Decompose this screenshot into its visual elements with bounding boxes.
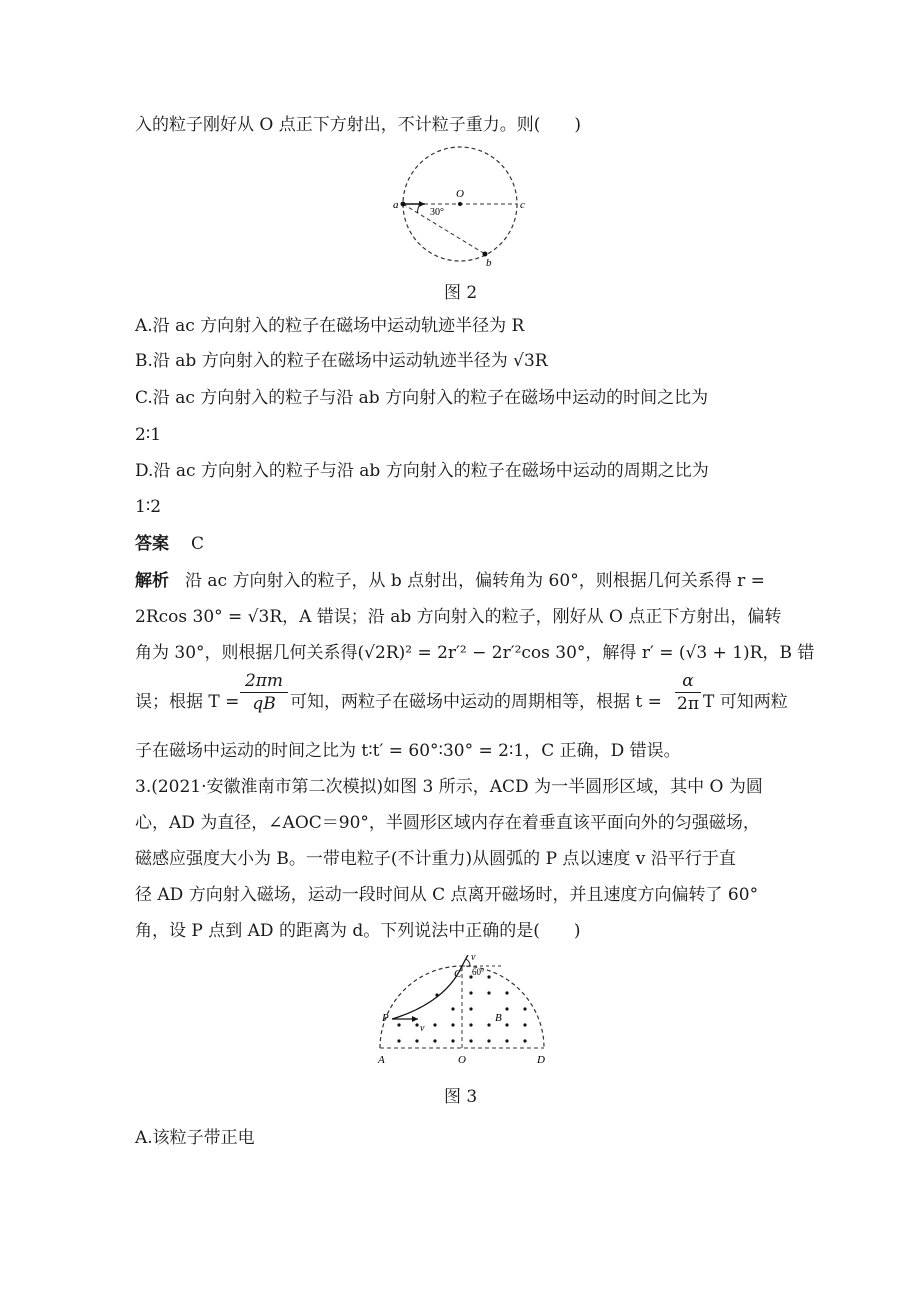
text-line: 入的粒子刚好从 O 点正下方射出，不计粒子重力。则( )	[135, 115, 582, 135]
point-o	[458, 202, 462, 206]
analysis-text: 可知，两粒子在磁场中运动的周期相等，根据 t =	[290, 692, 662, 712]
option-c-cont: 2∶1	[135, 425, 162, 445]
option-c: C.沿 ac 方向射入的粒子与沿 ab 方向射入的粒子在磁场中运动的时间之比为	[135, 388, 709, 408]
label-a: A	[378, 1054, 385, 1066]
analysis-line: 角为 30°，则根据几何关系得(√2R)² = 2r′² − 2r′²cos 30°，解得 r′ = (√3 + 1)R，B 错	[135, 643, 815, 663]
semicircle-boundary	[380, 966, 544, 1048]
label-d: D	[537, 1054, 545, 1066]
angle-label: 30°	[430, 207, 444, 218]
answer-label: 答案	[135, 534, 169, 554]
question-3-line: 径 AD 方向射入磁场，运动一段时间从 C 点离开磁场时，并且速度方向偏转了 60°	[135, 885, 759, 905]
figure-2-caption: 图 2	[444, 283, 478, 303]
analysis-line-fractions: 误；根据 T =	[135, 692, 240, 712]
angle-arc	[417, 204, 420, 213]
question-3-line: 磁感应强度大小为 B。一带电粒子(不计重力)从圆弧的 P 点以速度 v 沿平行于直	[135, 849, 736, 869]
question-3-line: 3.(2021·安徽淮南市第二次模拟)如图 3 所示，ACD 为一半圆形区域，其中 O 为圆	[135, 777, 763, 797]
answer-value: C	[191, 534, 205, 554]
label-v-top: v	[471, 955, 476, 963]
analysis-line	[135, 569, 765, 593]
answer-line	[135, 532, 204, 556]
figure-2-diagram	[390, 142, 540, 272]
analysis-line: 子在磁场中运动的时间之比为 t∶t′ = 60°∶30° = 2∶1，C 正确，D 错误。	[135, 741, 681, 761]
label-o: O	[458, 1054, 466, 1066]
figure-3-caption: 图 3	[444, 1087, 478, 1107]
label-c: c	[520, 199, 525, 211]
fraction-numerator: 2πm	[244, 671, 284, 691]
fraction-period	[240, 671, 288, 714]
option-d-cont: 1∶2	[135, 497, 162, 517]
point-b	[483, 252, 488, 257]
label-o: O	[456, 188, 464, 200]
angle-arc	[466, 959, 470, 966]
fraction-denominator: qB	[252, 694, 276, 714]
option-b: B.沿 ab 方向射入的粒子在磁场中运动轨迹半径为 √3R	[135, 351, 548, 371]
question-3-line: 心，AD 为直径，∠AOC＝90°，半圆形区域内存在着垂直该平面向外的匀强磁场，	[135, 813, 760, 833]
question-3-line: 角，设 P 点到 AD 的距离为 d。下列说法中正确的是( )	[135, 921, 581, 941]
analysis-text: 沿 ac 方向射入的粒子，从 b 点射出，偏转角为 60°，则根据几何关系得 r =	[185, 571, 765, 591]
analysis-text: T 可知两粒	[703, 692, 788, 712]
label-b: B	[495, 1012, 502, 1024]
velocity-at-c	[462, 955, 470, 966]
option-d: D.沿 ac 方向射入的粒子与沿 ab 方向射入的粒子在磁场中运动的周期之比为	[135, 461, 709, 481]
analysis-label: 解析	[135, 571, 169, 591]
option-a: A.沿 ac 方向射入的粒子在磁场中运动轨迹半径为 R	[135, 316, 525, 336]
fraction-numerator: α	[682, 671, 694, 691]
analysis-line: 2Rcos 30° = √3R，A 错误；沿 ab 方向射入的粒子，刚好从 O 点正下方射出，偏转	[135, 607, 782, 627]
label-b: b	[486, 257, 492, 269]
fraction-time	[675, 671, 701, 714]
angle-label: 60°	[472, 967, 485, 977]
label-p: P	[382, 1012, 389, 1024]
point-a	[401, 202, 406, 207]
chord-ab	[403, 204, 485, 254]
label-c: C	[454, 968, 462, 980]
label-a: a	[393, 199, 399, 211]
figure-3-diagram	[374, 955, 554, 1075]
fraction-denominator: 2π	[677, 694, 699, 714]
label-v: v	[420, 1023, 425, 1034]
option-a-q3: A.该粒子带正电	[135, 1128, 255, 1148]
